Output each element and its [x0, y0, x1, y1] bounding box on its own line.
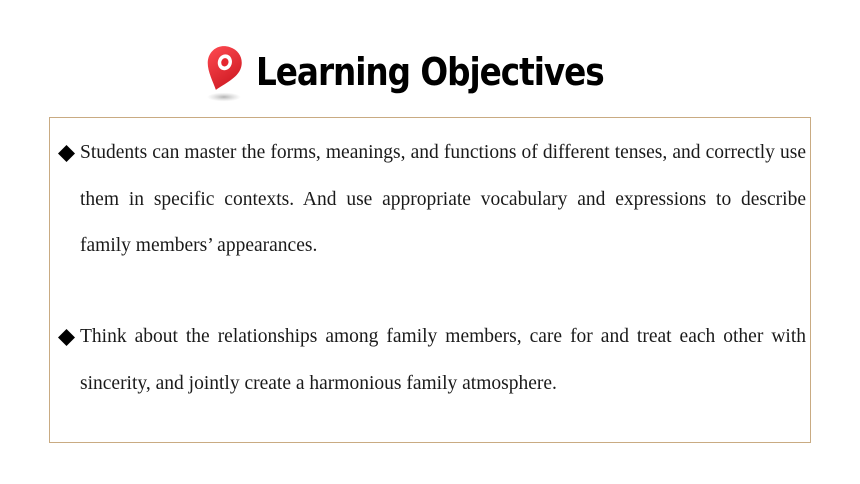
objective-item [58, 130, 806, 270]
objective-text: Students can master the forms, meanings, and functions of different tenses, and correctly use them in specific contexts. And use appropriate vocabulary and expressions to describe family members’ appearances. [80, 142, 806, 256]
diamond-bullet-icon [58, 314, 80, 361]
objective-text: Think about the relationships among family members, care for and treat each other with sincerity, and jointly create a harmonious family atmosphere. [80, 326, 806, 394]
objectives-box [49, 117, 811, 443]
objective-item [58, 314, 806, 407]
title-row [0, 40, 860, 110]
diamond-bullet-icon [58, 130, 80, 177]
location-pin-icon [200, 44, 246, 106]
page-title: Learning Objectives [256, 50, 604, 94]
